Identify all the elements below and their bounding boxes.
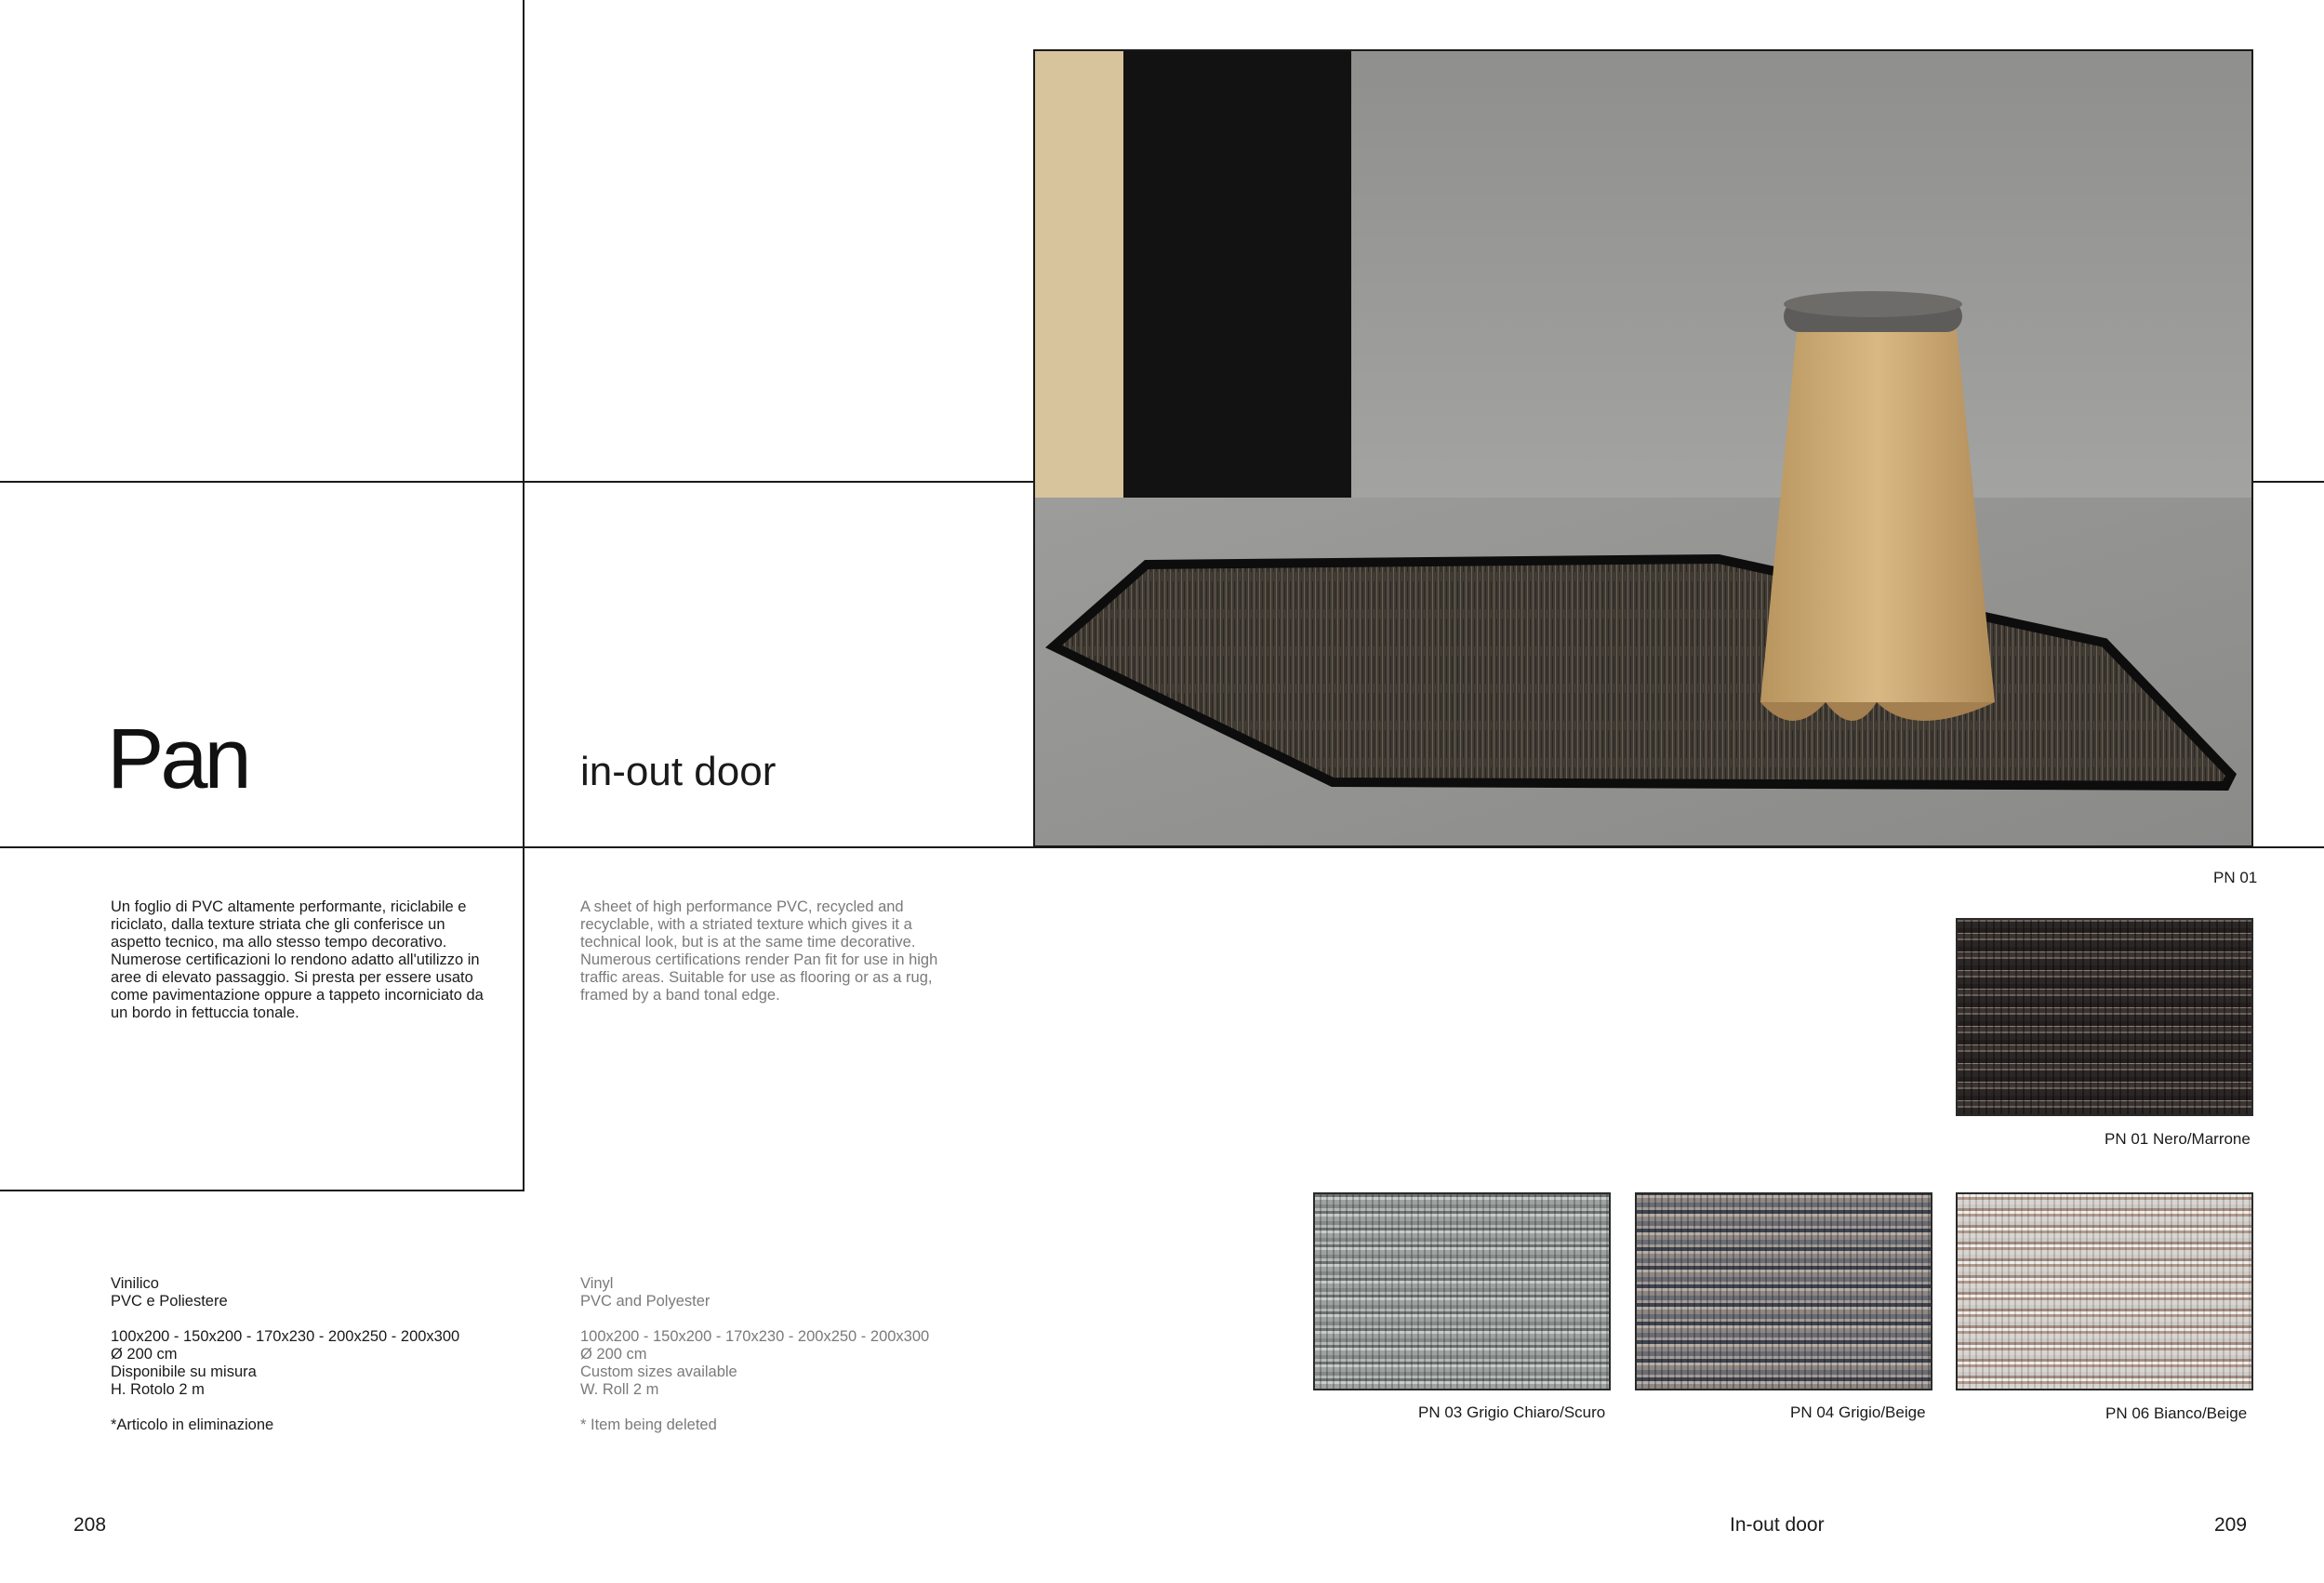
spec-roll: H. Rotolo 2 m — [111, 1381, 205, 1398]
spec-note: *Articolo in eliminazione — [111, 1417, 274, 1433]
spec-custom: Disponibile su misura — [111, 1364, 257, 1380]
swatch-pn03 — [1313, 1192, 1611, 1390]
spec-material: Vinyl — [580, 1275, 614, 1292]
product-photo-illustration — [1035, 51, 2253, 847]
spec-diameter: Ø 200 cm — [111, 1346, 178, 1363]
divider-horizontal-top — [0, 481, 1034, 483]
spec-composition: PVC and Polyester — [580, 1293, 710, 1310]
description-english — [580, 898, 962, 1004]
product-photo — [1033, 49, 2253, 847]
description-italian-text: Un foglio di PVC altamente performante, riciclabile e riciclato, dalla texture striata che gli conferisce un aspetto tecnico, ma allo stesso tempo decorativo. Numerose certificazioni lo rendono adatto all'utilizzo in aree di elevato passaggio. Si presta per essere usato come pavimentazione oppure a tappeto incorniciato da un bordo in fettuccia tonale. — [111, 898, 484, 1021]
specs-italian — [111, 1275, 538, 1434]
swatch-pn06 — [1956, 1192, 2253, 1390]
spec-sizes: 100x200 - 150x200 - 170x230 - 200x250 - 200x300 — [111, 1328, 460, 1345]
spec-composition: PVC e Poliestere — [111, 1293, 228, 1310]
spec-note: * Item being deleted — [580, 1417, 717, 1433]
swatch-pn04-label: PN 04 Grigio/Beige — [1790, 1403, 1926, 1421]
swatch-pn03-label: PN 03 Grigio Chiaro/Scuro — [1418, 1403, 1606, 1421]
swatch-pn06-label: PN 06 Bianco/Beige — [2105, 1404, 2248, 1422]
spec-diameter: Ø 200 cm — [580, 1346, 647, 1363]
spec-roll: W. Roll 2 m — [580, 1381, 659, 1398]
page-number-right: 209 — [2214, 1514, 2248, 1536]
product-title: Pan — [107, 712, 248, 806]
product-category: in-out door — [580, 749, 777, 794]
swatch-pn01-label: PN 01 Nero/Marrone — [2105, 1130, 2251, 1148]
spec-material: Vinilico — [111, 1275, 159, 1292]
description-italian — [111, 898, 492, 1022]
spec-custom: Custom sizes available — [580, 1364, 737, 1380]
spec-sizes: 100x200 - 150x200 - 170x230 - 200x250 - 200x300 — [580, 1328, 930, 1345]
specs-english — [580, 1275, 1008, 1434]
description-english-text: A sheet of high performance PVC, recycled and recyclable, with a striated texture which gives it a technical look, but is at the same time decorative. Numerous certifications render Pan fit for use in high traffic areas. Suitable for use as flooring or as a rug, framed by a band tonal edge. — [580, 898, 938, 1004]
footer-section-title: In-out door — [1730, 1514, 1825, 1536]
divider-horizontal-bottom — [0, 1190, 525, 1191]
page-number-left: 208 — [73, 1514, 107, 1536]
divider-vertical-left — [523, 0, 525, 1191]
divider-horizontal-top-right — [2252, 481, 2324, 483]
photo-caption: PN 01 — [2213, 869, 2258, 886]
swatch-pn04 — [1635, 1192, 1932, 1390]
swatch-pn01 — [1956, 918, 2253, 1116]
